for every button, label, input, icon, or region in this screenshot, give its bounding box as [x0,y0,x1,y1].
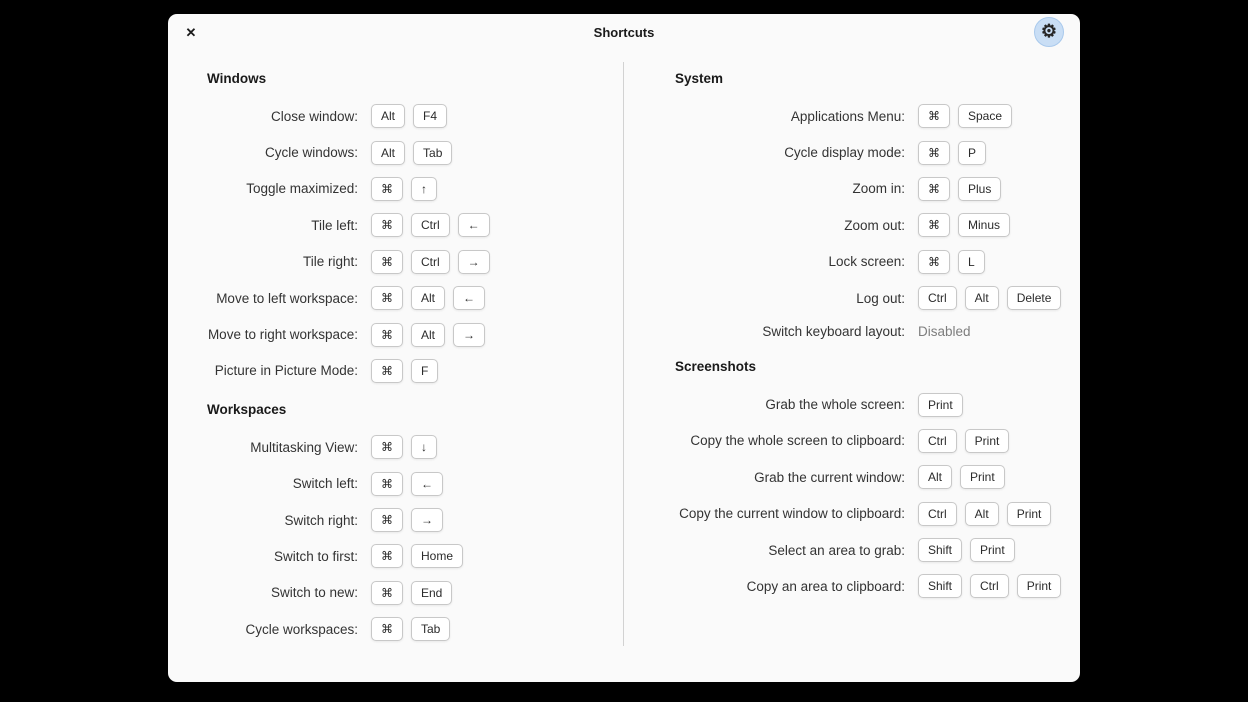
shortcut-row [624,496,1080,532]
key-cap: ⌘ [371,581,403,605]
shortcut-label: Select an area to grab: [768,542,905,558]
column-right [624,50,1080,682]
shortcut-row [168,429,623,465]
key-combo [918,177,1001,201]
key-cap: Ctrl [918,429,957,453]
key-cap: Plus [958,177,1001,201]
shortcut-label: Switch to new: [270,585,358,601]
shortcut-label: Zoom in: [852,181,905,197]
shortcut-label: Cycle windows: [264,145,358,161]
key-cap: ⌘ [371,508,403,532]
key-combo [371,286,485,310]
shortcut-label: Cycle display mode: [784,145,905,161]
key-combo [371,141,452,165]
shortcut-row [624,459,1080,495]
shortcut-label: Switch right: [284,512,358,528]
key-cap: Home [411,544,463,568]
window-title: Shortcuts [593,24,655,40]
column-left [168,50,623,682]
key-combo [918,393,963,417]
shortcut-label: Zoom out: [844,217,905,233]
key-cap: Delete [1007,286,1062,310]
shortcut-label: Applications Menu: [790,108,905,124]
shortcut-row [624,568,1080,604]
shortcut-row [168,316,623,352]
section-title: Windows [207,70,267,86]
key-combo [918,286,1061,310]
shortcut-row [624,386,1080,422]
key-combo [371,177,437,201]
key-cap: Alt [918,465,952,489]
key-cap: Alt [965,502,999,526]
key-cap: Alt [411,286,445,310]
key-cap: Alt [965,286,999,310]
key-combo [918,538,1015,562]
shortcut-row [168,466,623,502]
key-cap: ⌘ [371,472,403,496]
key-cap: Tab [411,617,450,641]
shortcut-label: Close window: [270,108,358,124]
shortcut-row [168,134,623,170]
key-combo [918,574,1061,598]
shortcut-row [624,134,1080,170]
key-cap: Print [1007,502,1052,526]
key-cap: F [411,359,438,383]
shortcut-label: Tile left: [311,217,358,233]
key-cap: ⌘ [918,141,950,165]
key-cap: ⌘ [918,250,950,274]
shortcut-row [168,353,623,389]
shortcut-row [168,280,623,316]
section-title: Workspaces [207,401,287,417]
shortcuts-content [168,50,1080,682]
key-cap: Print [965,429,1010,453]
key-combo [918,429,1009,453]
key-cap: ⌘ [918,177,950,201]
shortcut-label: Switch keyboard layout: [762,323,905,339]
key-cap: → [453,323,485,347]
key-cap: Shift [918,574,962,598]
key-cap: ⌘ [371,435,403,459]
key-cap: ⌘ [371,323,403,347]
shortcut-row [624,532,1080,568]
key-cap: ⌘ [371,617,403,641]
key-combo [918,465,1005,489]
key-cap: Ctrl [918,286,957,310]
shortcut-label: Move to right workspace: [207,327,358,343]
key-combo [371,544,463,568]
shortcut-label: Copy the current window to clipboard: [679,506,905,522]
gear-icon: ⚙ [1040,21,1058,41]
shortcut-row [168,171,623,207]
shortcut-row [168,207,623,243]
close-icon: ✕ [185,24,197,40]
key-cap: Print [918,393,963,417]
key-cap: ← [411,472,443,496]
key-cap: ⌘ [918,213,950,237]
key-cap: ⌘ [371,359,403,383]
shortcut-row [624,316,1080,346]
shortcut-label: Move to left workspace: [216,290,358,306]
key-combo [371,581,452,605]
key-cap: ↓ [411,435,437,459]
shortcut-row [168,538,623,574]
key-combo [371,323,485,347]
key-cap: P [958,141,986,165]
key-combo [371,508,443,532]
key-cap: Ctrl [411,250,450,274]
key-combo [918,250,985,274]
shortcut-label: Cycle workspaces: [245,621,358,637]
key-cap: Minus [958,213,1010,237]
key-combo [371,435,437,459]
shortcut-label: Copy the whole screen to clipboard: [690,433,905,449]
shortcut-label: Switch to first: [273,548,358,564]
key-combo [918,141,986,165]
shortcut-label: Picture in Picture Mode: [214,363,358,379]
shortcut-label: Grab the current window: [754,469,905,485]
key-cap: Print [960,465,1005,489]
shortcut-label: Copy an area to clipboard: [746,578,905,594]
shortcut-label: Multitasking View: [250,439,358,455]
key-cap: Alt [411,323,445,347]
key-combo [918,213,1010,237]
key-cap: Ctrl [970,574,1009,598]
key-cap: L [958,250,985,274]
close-button[interactable] [178,19,204,45]
shortcut-label: Grab the whole screen: [765,397,905,413]
shortcuts-window [168,14,1080,682]
key-cap: ⌘ [371,177,403,201]
key-cap: ← [458,213,490,237]
key-cap: Ctrl [411,213,450,237]
shortcut-row [624,207,1080,243]
key-cap: Alt [371,104,405,128]
key-combo [371,250,490,274]
key-combo [371,617,450,641]
settings-button[interactable] [1034,17,1064,47]
key-combo [371,472,443,496]
section-title: Screenshots [675,358,757,374]
key-cap: ⌘ [371,544,403,568]
shortcut-row [168,502,623,538]
key-cap: End [411,581,452,605]
shortcut-label: Toggle maximized: [246,181,358,197]
key-combo [371,104,447,128]
shortcut-row [624,280,1080,316]
shortcut-row [168,98,623,134]
key-cap: Tab [413,141,452,165]
key-cap: Alt [371,141,405,165]
key-combo [371,359,438,383]
key-combo [371,213,490,237]
key-cap: → [411,508,443,532]
shortcut-label: Switch left: [292,476,358,492]
shortcut-row [168,611,623,647]
shortcut-label: Lock screen: [828,254,905,270]
key-cap: ⌘ [371,250,403,274]
shortcut-row [624,171,1080,207]
key-cap: Print [970,538,1015,562]
shortcut-label: Tile right: [302,254,358,270]
key-cap: ⌘ [918,104,950,128]
key-combo [918,104,1012,128]
key-cap: Print [1017,574,1062,598]
shortcut-label: Log out: [856,290,905,306]
shortcut-row [624,98,1080,134]
headerbar [168,14,1080,50]
key-cap: ⌘ [371,213,403,237]
shortcut-status-text: Disabled [918,323,971,339]
shortcut-row [624,244,1080,280]
key-cap: Shift [918,538,962,562]
section-title: System [675,70,724,86]
key-cap: → [458,250,490,274]
key-cap: ← [453,286,485,310]
key-cap: ⌘ [371,286,403,310]
key-cap: F4 [413,104,447,128]
shortcut-row [168,244,623,280]
shortcut-row [168,575,623,611]
key-cap: ↑ [411,177,437,201]
key-cap: Ctrl [918,502,957,526]
shortcut-row [624,423,1080,459]
key-cap: Space [958,104,1012,128]
key-combo [918,502,1051,526]
